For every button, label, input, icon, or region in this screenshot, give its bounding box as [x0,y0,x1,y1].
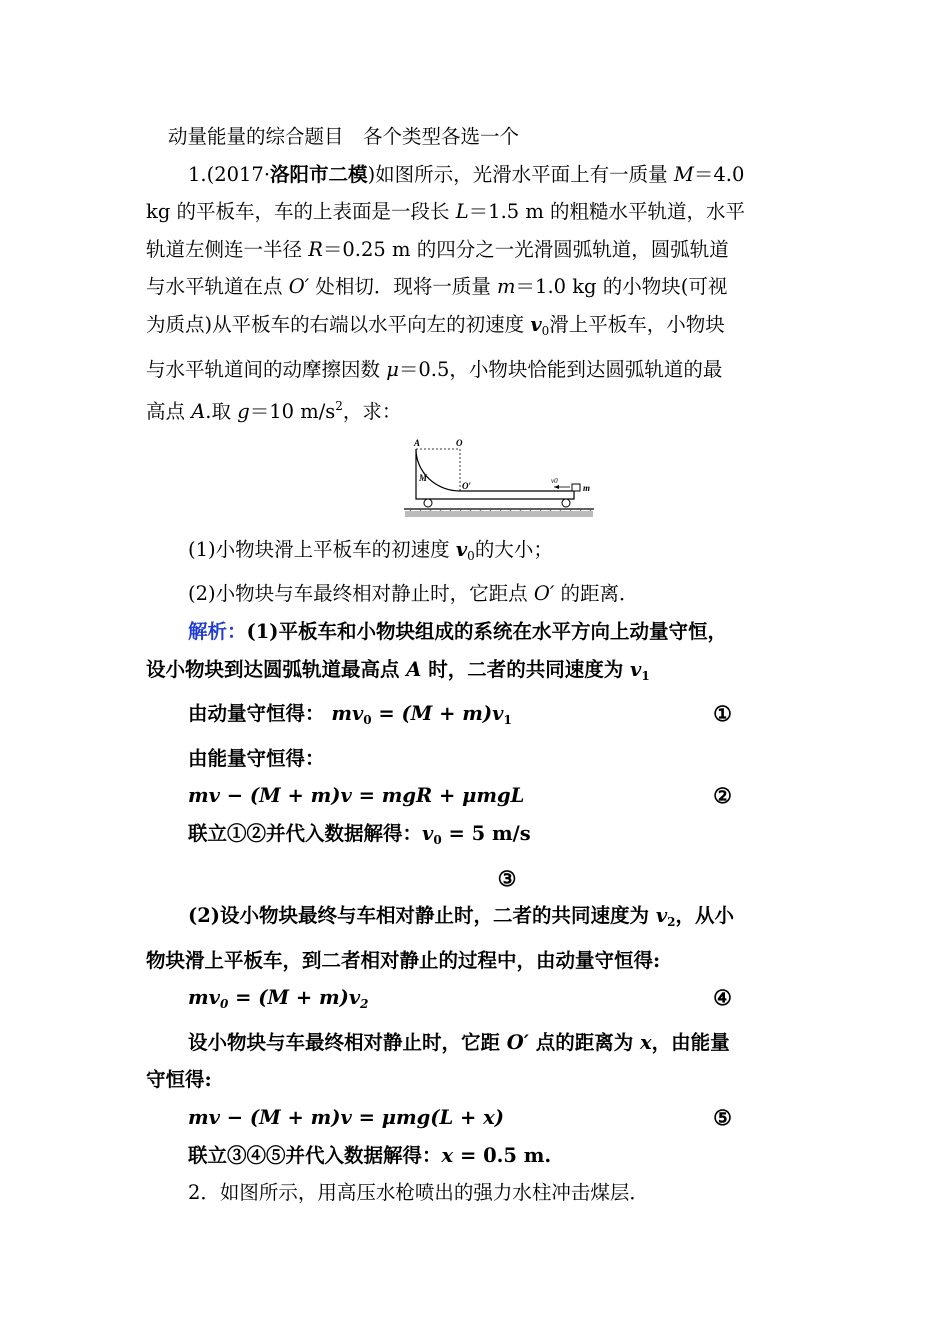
solution-line-3: 由动量守恒得： $mv_0 = (M + m)v_1$ ① [146,695,808,740]
label-M: M [419,472,428,483]
solution-line-6: (2)设小物块最终与车相对静止时，二者的共同速度为 $v_2$，从小 [188,904,735,930]
problem-1 [146,156,808,431]
solution [146,613,808,1174]
solution-equation-5: mv − (M + m)v = μmg(L + x) ⑤ [146,1099,808,1137]
question-2: (2)小物块与车最终相对静止时，它距点 O′ 的距离． [188,582,639,606]
heading: 动量能量的综合题目 各个类型各选一个 [168,125,520,148]
problem-1-line-4: 与水平轨道在点 O′ 处相切．现将一质量 m＝1.0 kg 的小物块(可视 [146,275,728,299]
solution-line-1: 解析：(1)平板车和小物块组成的系统在水平方向上动量守恒， [188,619,728,643]
wheel-left [424,499,432,507]
solution-line-4: 由能量守恒得： [188,746,325,770]
cart-body [416,449,574,499]
solution-line-9: 守恒得: [146,1068,212,1092]
solution-equation-2: mv − (M + m)v = mgR + μmgL ② [146,777,808,815]
label-O: O [456,437,463,448]
equation-number-4: ④ [713,985,732,1011]
document-body [146,118,808,1212]
problem-2: 2．如图所示，用高压水枪喷出的强力水柱冲击煤层． [188,1181,649,1205]
problem-1-line-3: 轨道左侧连一半径 R＝0.25 m 的四分之一光滑圆弧轨道，圆弧轨道 [146,237,729,261]
wheel-right [562,499,570,507]
solution-line-10: 联立③④⑤并代入数据解得：x = 0.5 m. [188,1143,552,1167]
block-m [572,484,580,491]
problem-1-line-5: 为质点)从平板车的右端以水平向左的初速度 $v_0$滑上平板车，小物块 [146,312,725,338]
solution-line-2: 设小物块到达圆弧轨道最高点 A 时，二者的共同速度为 $v_1$ [146,657,650,683]
equation-number-1: ① [713,701,732,727]
solution-line-7: 物块滑上平板车，到二者相对静止的过程中，由动量守恒得: [146,948,661,972]
cart-figure [146,437,808,525]
equation-number-5: ⑤ [713,1105,732,1131]
solution-line-5: 联立①②并代入数据解得：$v_0 = 5$ m/s [188,821,531,847]
velocity-arrow-head [554,485,559,489]
problem-1-line-7: 高点 A.取 g＝10 $m/s^2$，求： [146,399,402,424]
solution-label: 解析： [188,619,247,643]
solution-line-8: 设小物块与车最终相对静止时，它距 O′ 点的距离为 x，由能量 [188,1030,730,1054]
cart-diagram [404,437,594,519]
question-1: (1)小物块滑上平板车的初速度 $v_0$的大小； [188,537,553,563]
equation-number-2: ② [713,783,732,809]
solution-equation-4: $mv_0 = (M + m)v_2$ ④ [146,979,808,1024]
equation-number-3: ③ [497,865,517,891]
problem-1-line-2: kg 的平板车，车的上表面是一段长 L＝1.5 m 的粗糙水平轨道，水平 [146,200,746,224]
label-A: A [414,437,421,448]
label-m: m [583,482,591,493]
problem-1-line-1: 1.(2017·洛阳市二模)如图所示，光滑水平面上有一质量 M＝4.0 [188,162,745,186]
problem-1-line-6: 与水平轨道间的动摩擦因数 μ＝0.5，小物块恰能到达圆弧轨道的最 [146,357,723,381]
label-v0: v0 [551,476,558,485]
ground-fill [405,511,593,517]
label-O-prime: O′ [462,480,472,491]
